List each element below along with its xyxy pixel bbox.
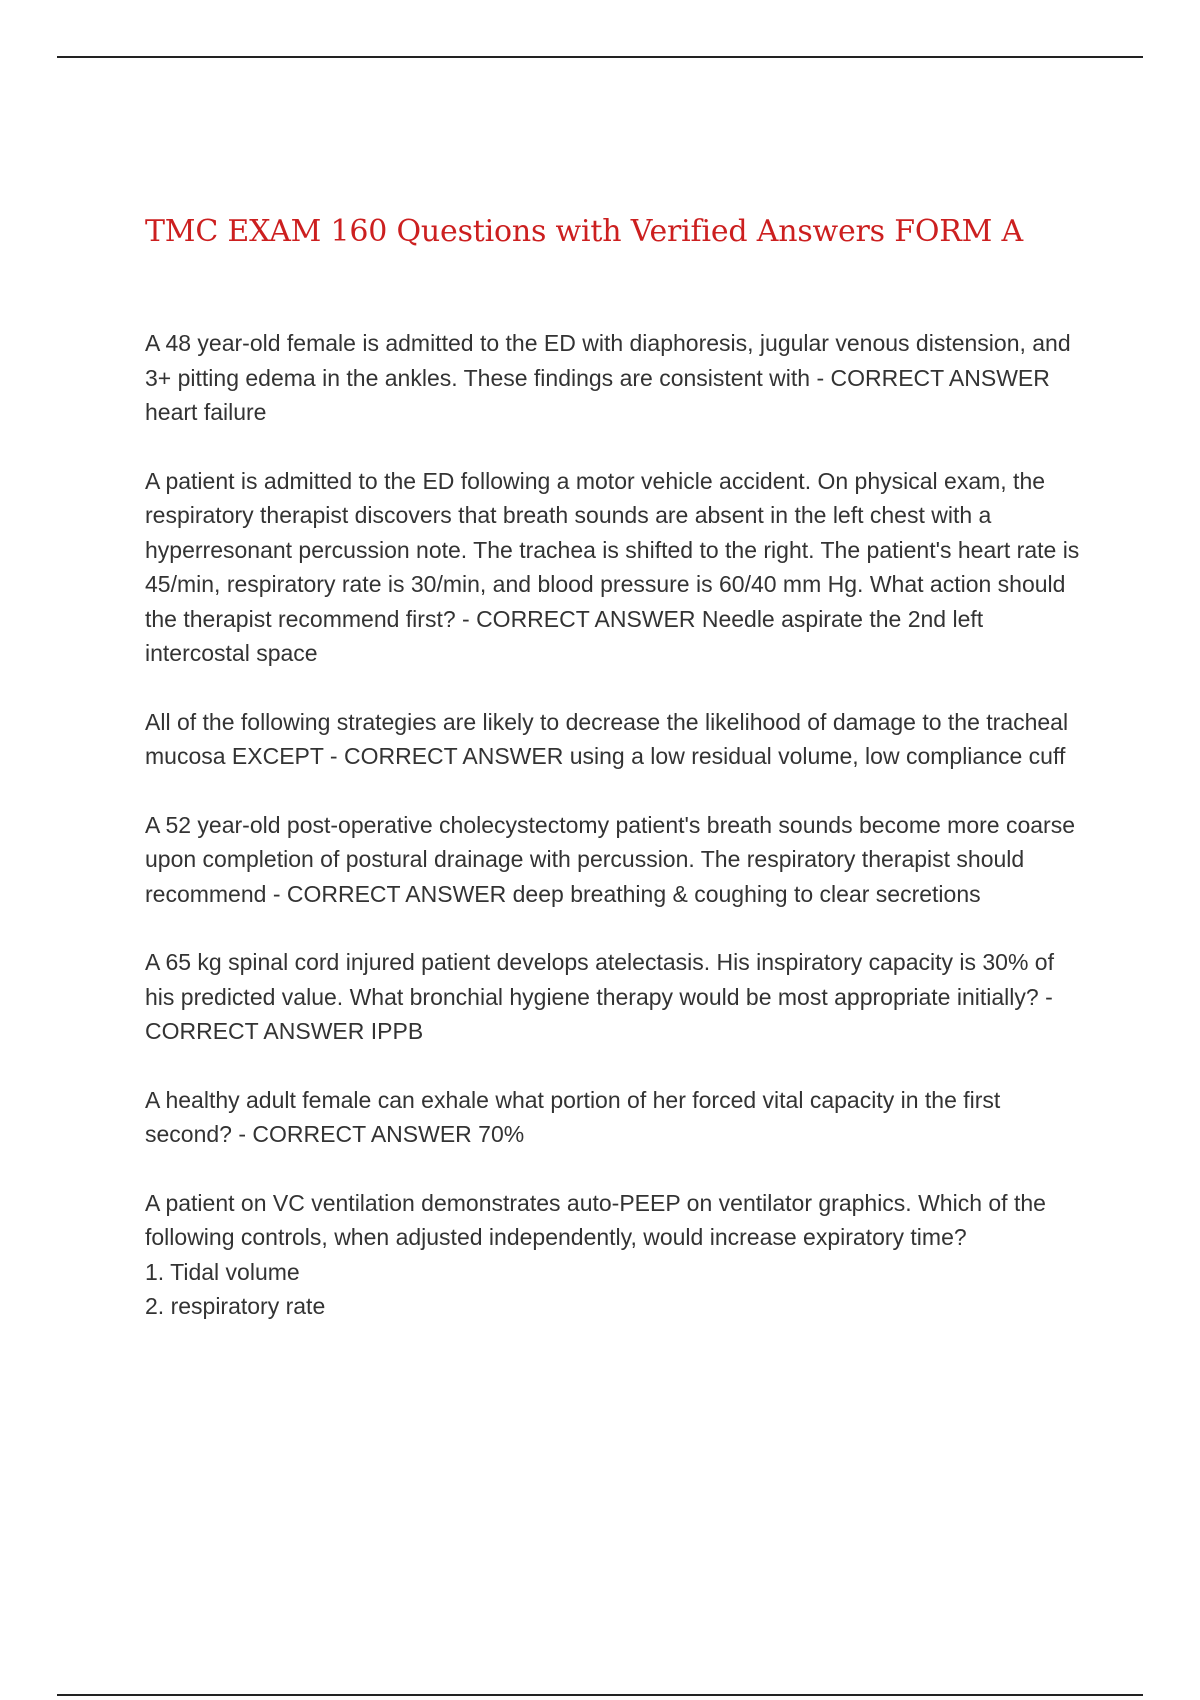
question-7-options <box>145 1255 1085 1324</box>
bottom-rule <box>57 1694 1143 1696</box>
document-title: TMC EXAM 160 Questions with Verified Answers FORM A <box>145 214 1023 249</box>
question-7-text: A patient on VC ventilation demonstrates auto-PEEP on ventilator graphics. Which of the following controls, when adjusted independently, would increase expiratory time? <box>145 1189 1046 1250</box>
option-item: 1. Tidal volume <box>145 1258 300 1285</box>
document-body <box>145 210 1085 1324</box>
question-answer-2: A patient is admitted to the ED following a motor vehicle accident. On physical exam, the respiratory therapist discovers that breath sounds are absent in the left chest with a hyperresonant percussion note. The trachea is shifted to the right. The patient's heart rate is 45/min, respiratory rate is 30/min, and blood pressure is 60/40 mm Hg. What action should the therapist recommend first? - CORRECT ANSWER Needle aspirate the 2nd left intercostal space <box>145 467 1080 666</box>
question-answer-5: A 65 kg spinal cord injured patient develops atelectasis. His inspiratory capacity is 30% of his predicted value. What bronchial hygiene therapy would be most appropriate initially? - CORRECT ANSWER IPPB <box>145 949 1054 1044</box>
question-answer-6: A healthy adult female can exhale what portion of her forced vital capacity in the first second? - CORRECT ANSWER 70% <box>145 1086 1001 1147</box>
question-7 <box>145 1186 1085 1324</box>
question-answer-4: A 52 year-old post-operative cholecystectomy patient's breath sounds become more coarse upon completion of postural drainage with percussion. The respiratory therapist should recommend - CORRECT ANSWER deep breathing & coughing to clear secretions <box>145 811 1075 907</box>
option-item: 2. respiratory rate <box>145 1293 326 1319</box>
question-answer-3: All of the following strategies are likely to decrease the likelihood of damage to the tracheal mucosa EXCEPT - CORRECT ANSWER using a low residual volume, low compliance cuff <box>145 708 1069 769</box>
top-rule <box>57 56 1143 58</box>
question-answer-1: A 48 year-old female is admitted to the ED with diaphoresis, jugular venous distension, and 3+ pitting edema in the ankles. These findings are consistent with - CORRECT ANSWER heart failure <box>145 330 1071 425</box>
